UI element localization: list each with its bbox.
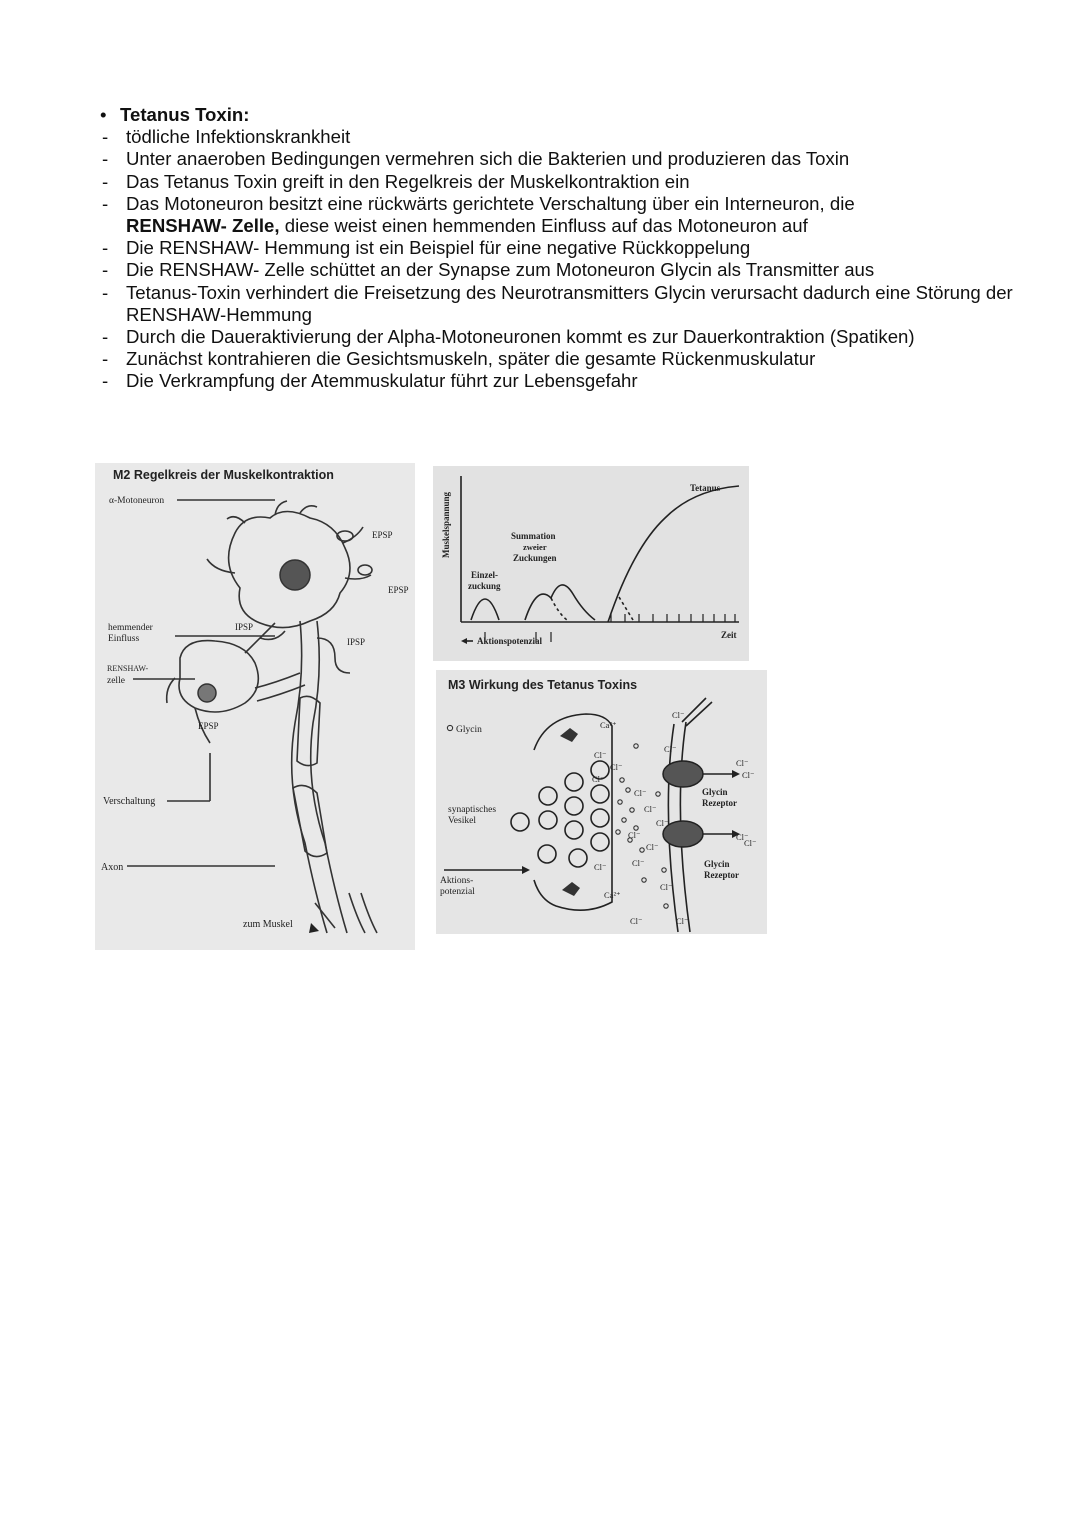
m2-epsp-top-label: EPSP [372,530,393,540]
m3-cl-19: Cl⁻ [744,838,757,848]
notes-heading: Tetanus Toxin: [120,104,250,125]
m2-muskel-label: zum Muskel [243,919,293,930]
graph-summation-line1: Summation [511,531,556,541]
list-item-renshaw: - Das Motoneuron besitzt eine rückwärts gerichtete Verschaltung über ein Interneuron, die RENSHAW- Zelle, diese weist einen hemmenden Einfluss auf das Motoneuron auf [102,192,855,237]
m3-tetanus-toxin-diagram [436,670,767,934]
m3-diagram-svg [436,670,767,934]
m3-cl-15: Cl⁻ [676,916,689,926]
m3-cl-4: Cl⁻ [610,762,623,772]
graph-tetanus-label: Tetanus [690,483,721,493]
m3-cl-13: Cl⁻ [660,882,673,892]
m2-epsp-mid-label: EPSP [388,585,409,595]
m3-title: M3 Wirkung des Tetanus Toxins [448,678,638,692]
m3-ca-top-label: Ca²⁺ [600,720,617,730]
m3-rezeptor2-line2: Rezeptor [704,870,739,880]
m2-ipsp-right-label: IPSP [347,637,366,647]
m3-cl-10: Cl⁻ [646,842,659,852]
m2-axon-label: Axon [101,862,124,873]
graph-summation-line3: Zuckungen [513,553,557,563]
m2-epsp-bottom-label: EPSP [198,721,219,731]
graph-ylabel: Muskelspannung [441,491,451,558]
m3-cl-2: Cl⁻ [664,744,677,754]
m2-einfluss-label: Einfluss [108,634,140,644]
list-item: - Unter anaeroben Bedingungen vermehren sich die Bakterien und produzieren das Toxin [102,148,850,170]
renshaw-text-post: diese weist einen hemmenden Einfluss auf das Motoneuron auf [279,215,808,237]
tetanus-notes [100,104,1040,393]
bullet-dot: • [100,104,107,125]
m3-cl-7: Cl⁻ [644,804,657,814]
m3-rezeptor2-line1: Glycin [704,859,730,869]
m3-rezeptor1-line1: Glycin [702,787,728,797]
renshaw-text-bold: RENSHAW- Zelle, [126,215,280,237]
m3-glycin-label: Glycin [456,725,482,735]
m2-verschaltung-label: Verschaltung [103,796,156,807]
m3-aktions-line2: potenzial [440,887,475,897]
m3-cl-6: Cl⁻ [634,788,647,798]
m3-vesikel-line1: synaptisches [448,805,497,815]
list-item: - Die RENSHAW- Hemmung ist ein Beispiel für eine negative Rückkoppelung [102,237,751,259]
graph-aktionspotenzial-label: Aktionspotenzial [477,636,543,646]
m2-zelle-label: zelle [107,676,125,686]
m3-cl-16: Cl⁻ [736,758,749,768]
m3-cl-17: Cl⁻ [742,770,755,780]
m3-vesikel-line2: Vesikel [448,816,476,826]
m2-title: M2 Regelkreis der Muskelkontraktion [113,468,334,482]
list-item: - Die Verkrampfung der Atemmuskulatur führt zur Lebensgefahr [102,370,638,392]
list-item: - Das Tetanus Toxin greift in den Regelkreis der Muskelkontraktion ein [102,170,690,192]
graph-zeit-label: Zeit [721,630,737,640]
list-item: - Die RENSHAW- Zelle schüttet an der Synapse zum Motoneuron Glycin als Transmitter aus [102,259,875,281]
m2-motoneuron-label: α-Motoneuron [109,496,165,506]
m2-renshaw-label: RENSHAW- [107,664,149,673]
m3-cl-14: Cl⁻ [630,916,643,926]
m3-cl-9: Cl⁻ [628,830,641,840]
m3-cl-18: Cl⁻ [736,832,749,842]
m3-ca-bottom-label: Ca²⁺ [604,890,621,900]
m3-aktions-line1: Aktions- [440,876,474,886]
m2-diagram-svg [95,463,415,950]
notes-heading-line [100,104,1040,126]
graph-einzel-line1: Einzel- [471,570,498,580]
graph-einzel-line2: zuckung [468,581,501,591]
list-item: - Durch die Daueraktivierung der Alpha-Motoneuronen kommt es zur Dauerkontraktion (Spatiken) [102,326,915,348]
renshaw-text-pre: Das Motoneuron besitzt eine rückwärts gerichtete Verschaltung über ein Interneuron, die [126,192,855,214]
m3-rezeptor1-line2: Rezeptor [702,798,737,808]
m3-cl-8: Cl⁻ [656,818,669,828]
list-item: - tödliche Infektionskrankheit [102,126,351,148]
m2-regelkreis-diagram [95,463,415,950]
list-item: - Tetanus-Toxin verhindert die Freisetzung des Neurotransmitters Glycin verursacht dadurch eine Störung der RENSHAW-Hemmung [102,281,1013,325]
tetanus-graph-svg [433,466,749,661]
tetanus-graph [433,466,749,661]
m2-ipsp-left-label: IPSP [235,622,254,632]
m3-cl-3: Cl⁻ [594,750,607,760]
m3-cl-12: Cl⁻ [632,858,645,868]
m3-cl-11: Cl⁻ [594,862,607,872]
m2-hemmender-label: hemmender [108,623,153,633]
graph-summation-line2: zweier [523,542,547,552]
list-item: - Zunächst kontrahieren die Gesichtsmuskeln, später die gesamte Rückenmuskulatur [102,348,816,370]
m3-cl-5: Cl⁻ [592,774,605,784]
m3-cl-1: Cl⁻ [672,710,685,720]
